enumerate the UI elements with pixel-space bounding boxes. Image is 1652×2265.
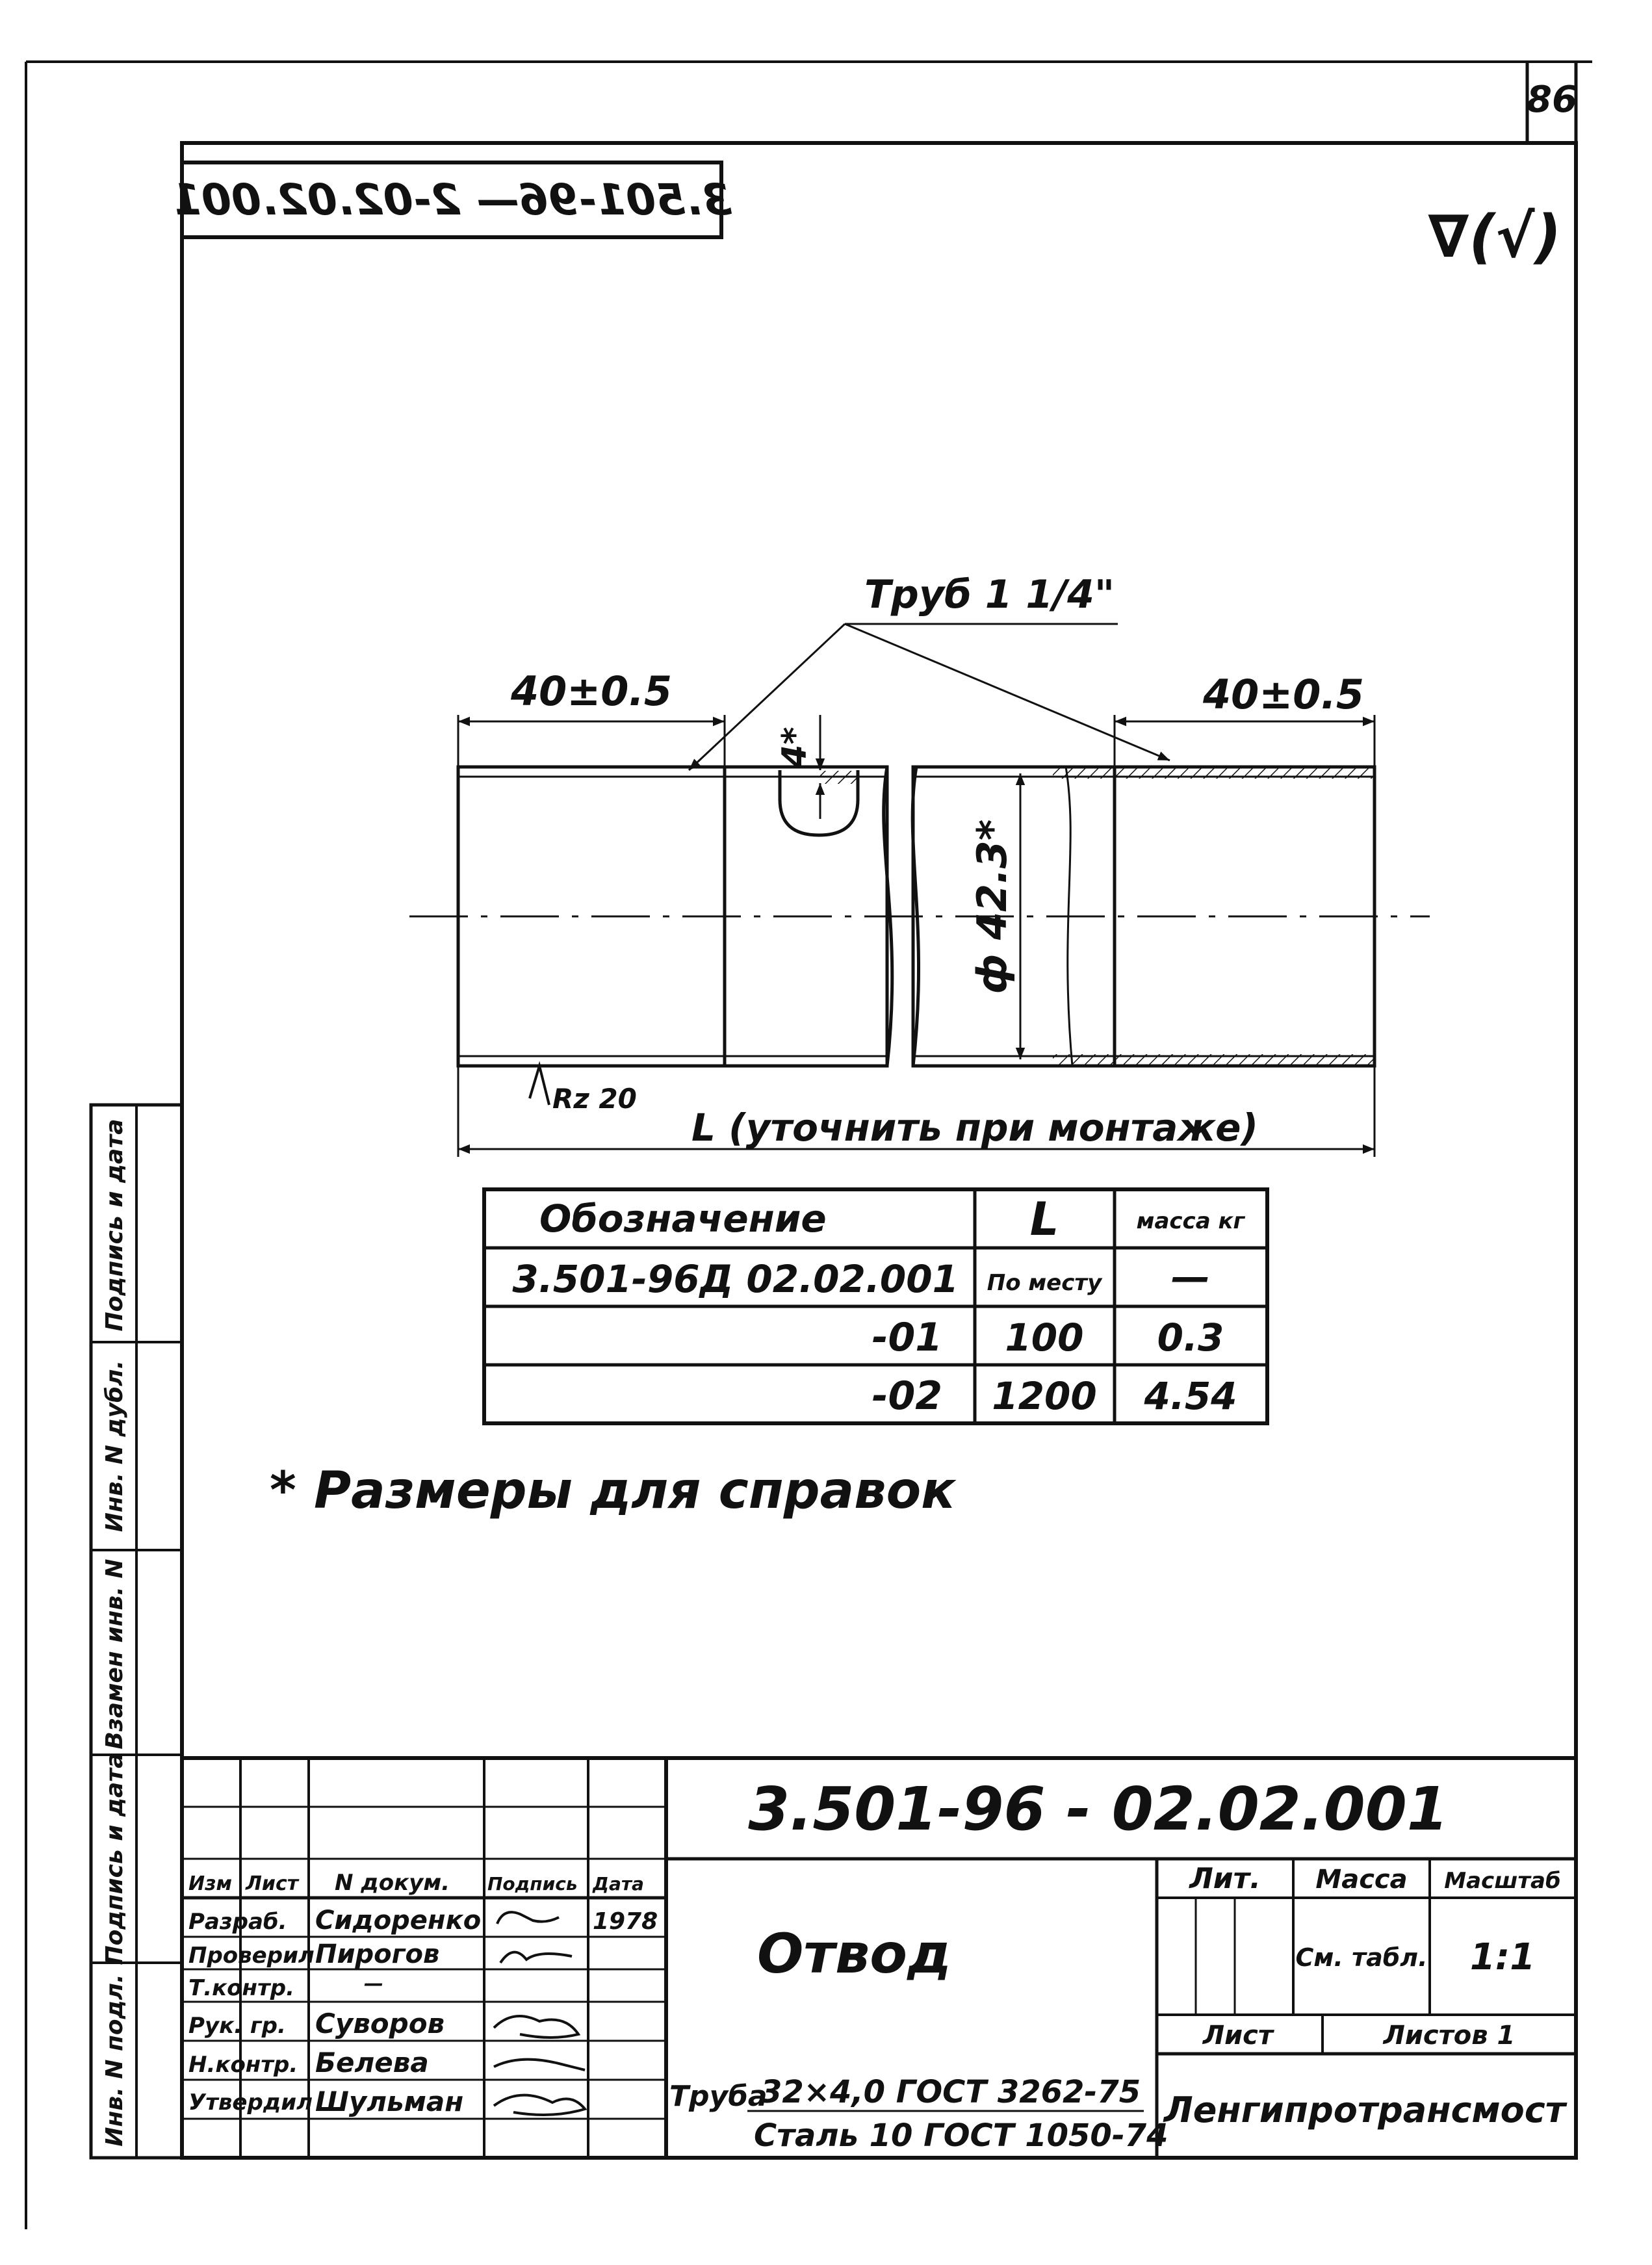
title-block bbox=[182, 1758, 1576, 2158]
sheet-number-box bbox=[1527, 79, 1577, 121]
table-header-length: L bbox=[1029, 1193, 1059, 1246]
table-header-mass: масса кг bbox=[1136, 1208, 1245, 1234]
signature bbox=[494, 2060, 585, 2070]
roughness-label: Rz 20 bbox=[552, 1083, 637, 1115]
dim-depth: 4* bbox=[775, 727, 814, 768]
table-cell: — bbox=[1171, 1254, 1210, 1300]
top-stamp bbox=[172, 162, 732, 237]
table-cell: -01 bbox=[871, 1315, 942, 1360]
signatory-name: — bbox=[364, 1973, 383, 1995]
dim-length: L (уточнить при монтаже) bbox=[691, 1106, 1259, 1150]
pipe-callout: Труб 1 1/4" bbox=[864, 572, 1115, 617]
drawing-designation: 3.501-96 - 02.02.001 bbox=[748, 1774, 1449, 1844]
dim-right: 40±0.5 bbox=[1202, 671, 1365, 718]
dim-diameter: ф 42.3* bbox=[968, 819, 1016, 994]
roughness-mark: ∇(√) bbox=[1428, 203, 1562, 271]
dim-left: 40±0.5 bbox=[510, 667, 673, 715]
signatory-name: Шульман bbox=[315, 2086, 464, 2117]
side-stamp-label: Инв. N подл. bbox=[101, 1974, 128, 2147]
revision-header: Лист bbox=[246, 1872, 299, 1895]
side-stamp-label: Подпись и дата bbox=[101, 1119, 128, 1332]
table-cell: 1200 bbox=[992, 1374, 1097, 1418]
revision-header: Дата bbox=[593, 1873, 644, 1895]
side-stamp-label: Подпись и дата bbox=[101, 1752, 128, 1965]
signature bbox=[494, 2095, 585, 2115]
table-cell: 0.3 bbox=[1157, 1315, 1224, 1360]
signature bbox=[500, 1952, 572, 1963]
signatory-date: 1978 bbox=[593, 1908, 658, 1935]
signatory-role: Проверил bbox=[188, 1943, 315, 1969]
cutout-hatch bbox=[820, 771, 857, 784]
material-line1: 32×4,0 ГОСТ 3262-75 bbox=[760, 2074, 1141, 2110]
revision-header: Подпись bbox=[487, 1873, 578, 1895]
signatory-role: Разраб. bbox=[188, 1909, 287, 1935]
table-cell: -02 bbox=[871, 1373, 942, 1419]
material-prefix: Труба bbox=[669, 2080, 768, 2113]
table-cell: 4.54 bbox=[1144, 1374, 1237, 1418]
top-stamp-text: 3.501-96— 2-02.02.001 bbox=[172, 175, 732, 225]
signatory-role: Н.контр. bbox=[188, 2052, 298, 2078]
thread-hatch-bottom bbox=[1053, 1054, 1375, 1066]
reference-note: * Размеры для справок bbox=[270, 1462, 956, 1520]
pipe-drawing bbox=[409, 572, 1430, 1157]
signatory-role: Рук. гр. bbox=[188, 2013, 286, 2039]
mass-label: Масса bbox=[1315, 1865, 1408, 1895]
variants-table bbox=[484, 1189, 1267, 1423]
signature bbox=[494, 2016, 578, 2038]
sheets-label: Листов 1 bbox=[1383, 2021, 1516, 2051]
side-stamp bbox=[91, 1105, 182, 2158]
organization: Ленгипротрансмост bbox=[1163, 2090, 1566, 2130]
signature bbox=[497, 1912, 559, 1924]
mass-value: См. табл. bbox=[1295, 1943, 1428, 1972]
signatory-name: Суворов bbox=[315, 2008, 445, 2039]
side-stamp-label: Взамен инв. N bbox=[101, 1559, 128, 1750]
scale-value: 1:1 bbox=[1469, 1936, 1536, 1978]
side-stamp-label: Инв. N дубл. bbox=[101, 1360, 128, 1533]
table-cell: По месту bbox=[987, 1270, 1102, 1296]
part-name: Отвод bbox=[757, 1922, 951, 1986]
signatory-role: Т.контр. bbox=[188, 1975, 294, 2001]
signatory-role: Утвердил bbox=[188, 2090, 313, 2116]
revision-header: Изм bbox=[188, 1872, 233, 1895]
table-cell: 3.501-96Д 02.02.001 bbox=[512, 1257, 959, 1301]
revision-header: N докум. bbox=[335, 1870, 450, 1896]
table-cell: 100 bbox=[1005, 1315, 1084, 1360]
sheet-number: 86 bbox=[1527, 79, 1577, 121]
scale-label: Масштаб bbox=[1444, 1868, 1561, 1894]
material-line2: Сталь 10 ГОСТ 1050-74 bbox=[754, 2117, 1168, 2154]
signatory-name: Сидоренко bbox=[315, 1906, 482, 1935]
sheet-label: Лист bbox=[1202, 2021, 1274, 2051]
signatory-name: Пирогов bbox=[315, 1939, 440, 1969]
thread-hatch-top bbox=[1053, 767, 1375, 779]
lit-label: Лит. bbox=[1189, 1862, 1261, 1895]
signatory-name: Белева bbox=[315, 2047, 429, 2078]
table-header-designation: Обозначение bbox=[539, 1197, 827, 1241]
